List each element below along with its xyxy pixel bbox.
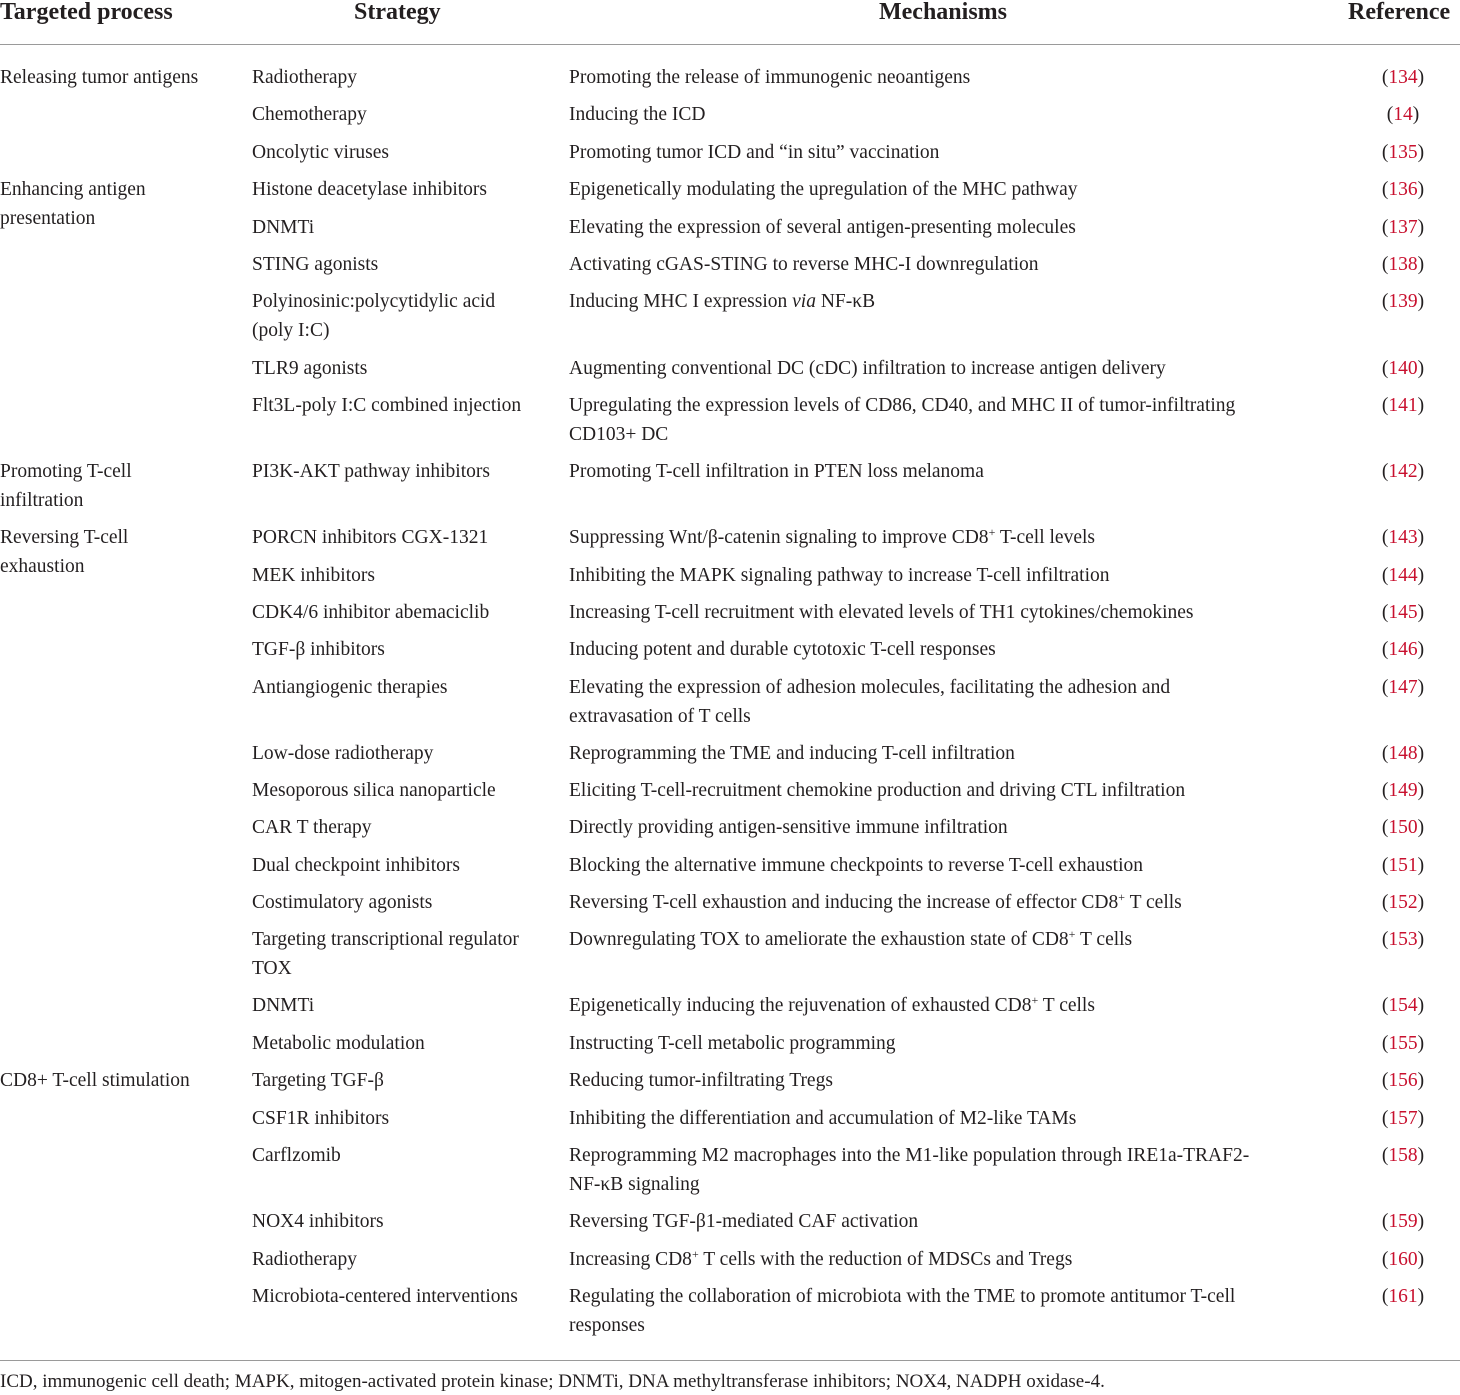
mechanism-cell: Inhibiting the MAPK signaling pathway to increase T-cell infiltration [569, 565, 1110, 586]
mechanism-cell: Increasing T-cell recruitment with elevated levels of TH1 cytokines/chemokines [569, 602, 1194, 623]
reference-link[interactable]: 161 [1388, 1286, 1418, 1307]
mechanism-cell: Reversing TGF-β1-mediated CAF activation [569, 1211, 919, 1232]
mechanism-cell: Inducing the ICD [569, 104, 706, 125]
reference-cell: (14) [1386, 104, 1420, 125]
reference-cell: (156) [1381, 1070, 1425, 1091]
strategy-cell: Oncolytic viruses [252, 142, 390, 163]
reference-cell: (141) [1381, 395, 1425, 416]
mechanism-cell: Reprogramming the TME and inducing T-cell infiltration [569, 743, 1015, 764]
mechanism-cell: Instructing T-cell metabolic programming [569, 1033, 896, 1054]
mechanism-cell: Increasing CD8+ T cells with the reduction of MDSCs and Tregs [569, 1247, 1073, 1270]
mechanism-cell: Augmenting conventional DC (cDC) infiltration to increase antigen delivery [569, 358, 1166, 379]
reference-link[interactable]: 150 [1388, 817, 1418, 838]
strategy-cell: TGF-β inhibitors [252, 639, 385, 660]
mechanism-cell: Blocking the alternative immune checkpoints to reverse T-cell exhaustion [569, 855, 1144, 876]
mechanism-cell: Activating cGAS-STING to reverse MHC-I downregulation [569, 254, 1039, 275]
reference-cell: (161) [1381, 1286, 1425, 1307]
mechanism-cell: Epigenetically inducing the rejuvenation of exhausted CD8+ T cells [569, 993, 1095, 1016]
table-header [0, 0, 1460, 45]
strategy-cell: Targeting transcriptional regulator TOX [252, 929, 519, 979]
strategy-cell: Mesoporous silica nanoparticle [252, 780, 496, 801]
mechanism-cell: Reducing tumor-infiltrating Tregs [569, 1070, 833, 1091]
reference-link[interactable]: 143 [1388, 527, 1418, 548]
mechanism-cell: Promoting the release of immunogenic neoantigens [569, 67, 971, 88]
reference-cell: (158) [1381, 1145, 1425, 1166]
strategy-cell: Histone deacetylase inhibitors [252, 179, 488, 200]
reference-cell: (138) [1381, 254, 1425, 275]
reference-cell: (139) [1381, 291, 1425, 312]
reference-cell: (137) [1381, 217, 1425, 238]
reference-cell: (136) [1381, 179, 1425, 200]
process-label: CD8+ T-cell stimulation [0, 1070, 190, 1091]
reference-link[interactable]: 144 [1388, 565, 1418, 586]
reference-link[interactable]: 160 [1388, 1249, 1418, 1270]
mechanism-cell: Regulating the collaboration of microbiota with the TME to promote antitumor T-cell responses [569, 1286, 1236, 1336]
reference-cell: (153) [1381, 929, 1425, 950]
mechanism-cell: Inhibiting the differentiation and accumulation of M2-like TAMs [569, 1108, 1077, 1129]
reference-cell: (142) [1381, 461, 1425, 482]
reference-link[interactable]: 147 [1388, 677, 1418, 698]
reference-link[interactable]: 157 [1388, 1108, 1418, 1129]
strategy-cell: CSF1R inhibitors [252, 1108, 390, 1129]
reference-cell: (135) [1381, 142, 1425, 163]
strategy-cell: Targeting TGF-β [252, 1070, 384, 1091]
reference-cell: (150) [1381, 817, 1425, 838]
process-label: Promoting T-cell infiltration [0, 461, 132, 511]
mechanism-cell: Epigenetically modulating the upregulation of the MHC pathway [569, 179, 1078, 200]
reference-link[interactable]: 146 [1388, 639, 1418, 660]
reference-link[interactable]: 155 [1388, 1033, 1418, 1054]
reference-link[interactable]: 139 [1388, 291, 1418, 312]
strategy-cell: DNMTi [252, 995, 315, 1016]
strategy-cell: Microbiota-centered interventions [252, 1286, 518, 1307]
reference-cell: (143) [1381, 527, 1425, 548]
reference-cell: (147) [1381, 677, 1425, 698]
process-label: Enhancing antigen presentation [0, 179, 146, 229]
strategy-cell: Radiotherapy [252, 67, 358, 88]
mechanism-cell: Eliciting T-cell-recruitment chemokine production and driving CTL infiltration [569, 780, 1186, 801]
reference-link[interactable]: 159 [1388, 1211, 1418, 1232]
reference-link[interactable]: 135 [1388, 142, 1418, 163]
reference-cell: (155) [1381, 1033, 1425, 1054]
reference-link[interactable]: 152 [1388, 892, 1418, 913]
strategy-cell: Carflzomib [252, 1145, 341, 1166]
mechanism-cell: Elevating the expression of adhesion molecules, facilitating the adhesion and extravasation of T cells [569, 677, 1171, 727]
reference-link[interactable]: 134 [1388, 67, 1418, 88]
reference-link[interactable]: 151 [1388, 855, 1418, 876]
process-label: Reversing T-cell exhaustion [0, 527, 129, 577]
strategy-cell: DNMTi [252, 217, 315, 238]
reference-cell: (144) [1381, 565, 1425, 586]
strategy-cell: Chemotherapy [252, 104, 367, 125]
strategy-cell: Metabolic modulation [252, 1033, 425, 1054]
reference-cell: (159) [1381, 1211, 1425, 1232]
reference-cell: (148) [1381, 743, 1425, 764]
reference-link[interactable]: 154 [1388, 995, 1418, 1016]
reference-link[interactable]: 136 [1388, 179, 1418, 200]
mechanism-cell: Upregulating the expression levels of CD86, CD40, and MHC II of tumor-infiltrating CD103+ DC [569, 395, 1236, 445]
reference-cell: (149) [1381, 780, 1425, 801]
strategy-cell: Flt3L-poly I:C combined injection [252, 395, 522, 416]
table-footnote: ICD, immunogenic cell death; MAPK, mitogen-activated protein kinase; DNMTi, DNA methyltransferase inhibitors; NOX4, NADPH oxidase-4. [0, 1360, 1460, 1395]
reference-link[interactable]: 145 [1388, 602, 1418, 623]
strategy-cell: Dual checkpoint inhibitors [252, 855, 460, 876]
mechanism-cell: Reprogramming M2 macrophages into the M1-like population through IRE1a-TRAF2- NF-κB signaling [569, 1145, 1250, 1195]
reference-link[interactable]: 149 [1388, 780, 1418, 801]
strategy-cell: Costimulatory agonists [252, 892, 433, 913]
strategy-cell: Low-dose radiotherapy [252, 743, 434, 764]
reference-cell: (157) [1381, 1108, 1425, 1129]
reference-cell: (154) [1381, 995, 1425, 1016]
reference-cell: (151) [1381, 855, 1425, 876]
mechanism-cell: Inducing potent and durable cytotoxic T-cell responses [569, 639, 996, 660]
strategy-cell: Radiotherapy [252, 1249, 358, 1270]
reference-cell: (146) [1381, 639, 1425, 660]
mechanism-cell: Elevating the expression of several antigen-presenting molecules [569, 217, 1076, 238]
header-targeted-process: Targeted process [0, 0, 173, 25]
header-reference: Reference [1348, 0, 1451, 25]
mechanism-cell: Promoting tumor ICD and “in situ” vaccination [569, 142, 940, 163]
reference-link[interactable]: 138 [1388, 254, 1418, 275]
reference-cell: (145) [1381, 602, 1425, 623]
header-mechanisms: Mechanisms [879, 0, 1007, 25]
mechanism-cell: Inducing MHC I expression via NF-κB [569, 291, 876, 312]
strategy-cell: TLR9 agonists [252, 358, 368, 379]
reference-cell: (134) [1381, 67, 1425, 88]
strategy-cell: Antiangiogenic therapies [252, 677, 448, 698]
strategy-cell: CAR T therapy [252, 817, 372, 838]
strategy-cell: NOX4 inhibitors [252, 1211, 384, 1232]
strategy-cell: STING agonists [252, 254, 379, 275]
strategy-cell: CDK4/6 inhibitor abemaciclib [252, 602, 490, 623]
reference-link[interactable]: 156 [1388, 1070, 1418, 1091]
reference-link[interactable]: 141 [1388, 395, 1418, 416]
mechanism-cell: Suppressing Wnt/β-catenin signaling to improve CD8+ T-cell levels [569, 525, 1095, 548]
header-strategy: Strategy [354, 0, 441, 25]
strategy-cell: MEK inhibitors [252, 565, 375, 586]
reference-link[interactable]: 158 [1388, 1145, 1418, 1166]
reference-cell: (160) [1381, 1249, 1425, 1270]
mechanism-cell: Directly providing antigen-sensitive immune infiltration [569, 817, 1008, 838]
mechanism-cell: Promoting T-cell infiltration in PTEN loss melanoma [569, 461, 984, 482]
reference-link[interactable]: 137 [1388, 217, 1418, 238]
reference-link[interactable]: 14 [1393, 104, 1413, 125]
reference-cell: (152) [1381, 892, 1425, 913]
reference-link[interactable]: 148 [1388, 743, 1418, 764]
strategy-cell: PI3K-AKT pathway inhibitors [252, 461, 490, 482]
reference-link[interactable]: 142 [1388, 461, 1418, 482]
strategy-cell: Polyinosinic:polycytidylic acid (poly I:C) [252, 291, 496, 341]
mechanism-cell: Reversing T-cell exhaustion and inducing the increase of effector CD8+ T cells [569, 890, 1182, 913]
strategy-cell: PORCN inhibitors CGX-1321 [252, 527, 489, 548]
reference-cell: (140) [1381, 358, 1425, 379]
mechanism-cell: Downregulating TOX to ameliorate the exhaustion state of CD8+ T cells [569, 927, 1133, 950]
reference-link[interactable]: 140 [1388, 358, 1418, 379]
reference-link[interactable]: 153 [1388, 929, 1418, 950]
process-label: Releasing tumor antigens [0, 67, 199, 88]
